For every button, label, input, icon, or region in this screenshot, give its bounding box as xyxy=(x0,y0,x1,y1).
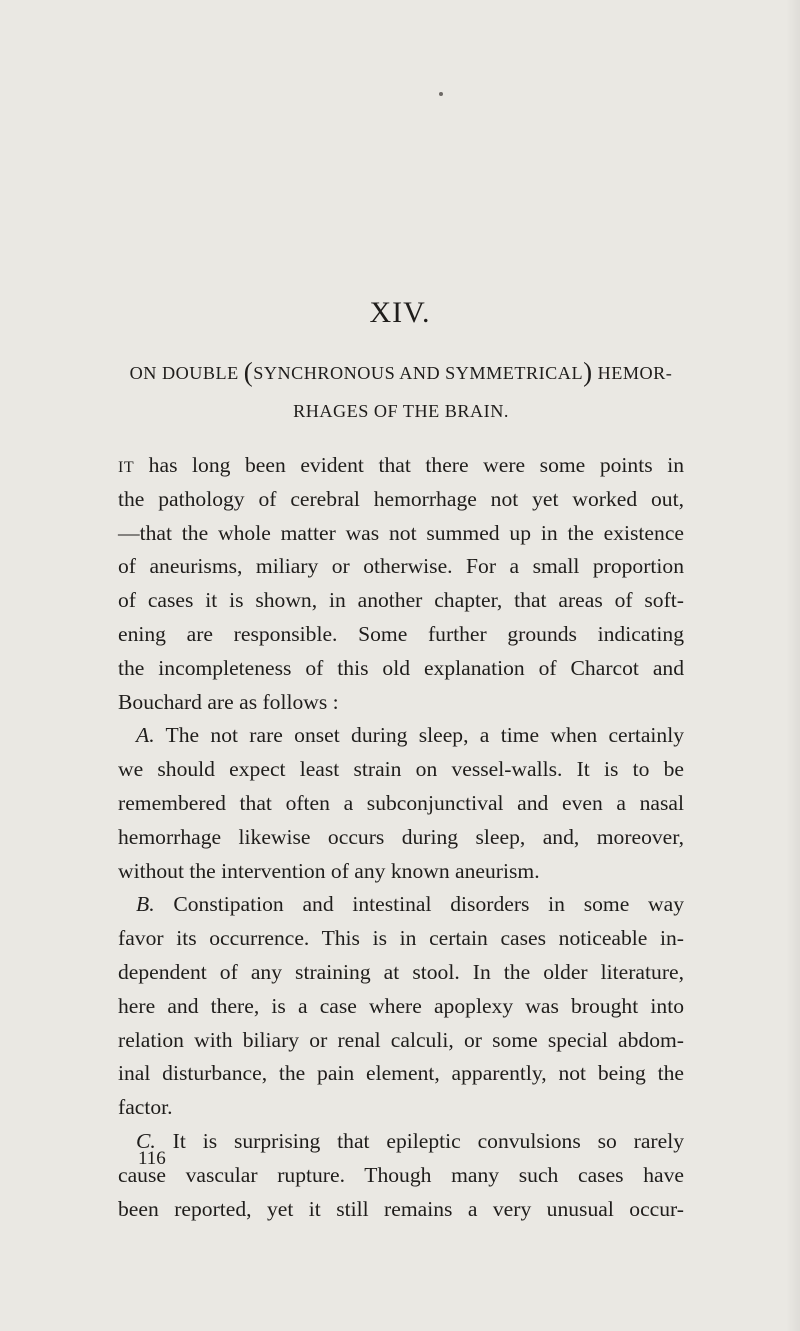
paragraph-label-b: B. xyxy=(136,892,155,917)
text-line: without the intervention of any known aneurism. xyxy=(118,858,540,883)
text-line: —that the whole matter was not summed up in the existence xyxy=(118,520,684,545)
page-number: 116 xyxy=(138,1148,166,1169)
text-line xyxy=(118,888,684,922)
text-line xyxy=(118,1125,684,1159)
chapter-title-part-2: HEMOR- xyxy=(592,363,673,383)
text-line: relation with biliary or renal calculi, or some special abdom- xyxy=(118,1027,684,1052)
paragraph-label-a: A. xyxy=(136,723,155,748)
text-line: Bouchard are as follows : xyxy=(118,689,339,714)
text-line xyxy=(118,449,684,483)
text-line: cause vascular rupture. Though many such cases have xyxy=(118,1162,684,1187)
chapter-number: XIV. xyxy=(369,296,431,329)
text-line: dependent of any straining at stool. In the older literature, xyxy=(118,959,684,984)
text-line: hemorrhage likewise occurs during sleep, and, moreover, xyxy=(118,824,684,849)
paragraph-label-c: C. xyxy=(136,1128,156,1153)
chapter-title-part-1: ON DOUBLE xyxy=(129,363,244,383)
body-text xyxy=(118,449,684,1226)
chapter-title-paren-inner: SYNCHRONOUS AND SYMMETRICAL xyxy=(253,363,584,383)
line-text: Constipation and intestinal disorders in some way xyxy=(154,892,684,917)
text-line: ening are responsible. Some further grounds indicating xyxy=(118,621,684,646)
text-line: the incompleteness of this old explanation of Charcot and xyxy=(118,655,684,680)
text-line: remembered that often a subconjunctival and even a nasal xyxy=(118,790,684,815)
chapter-title-paren-close: ) xyxy=(583,357,593,387)
chapter-title-paren-open: ( xyxy=(243,357,254,387)
text-line: factor. xyxy=(118,1095,173,1120)
text-line: the pathology of cerebral hemorrhage not yet worked out, xyxy=(118,486,684,511)
drop-small-caps: IT xyxy=(118,459,135,476)
line-text: has long been evident that there were some points in xyxy=(134,453,684,477)
line-text: It is surprising that epileptic convulsions so rarely xyxy=(155,1128,684,1153)
text-line: we should expect least strain on vessel-walls. It is to be xyxy=(118,757,684,782)
text-line: favor its occurrence. This is in certain cases noticeable in- xyxy=(118,926,684,951)
text-line: inal disturbance, the pain element, apparently, not being the xyxy=(118,1061,684,1086)
text-line xyxy=(118,719,684,753)
text-line: been reported, yet it still remains a very unusual occur- xyxy=(118,1196,684,1221)
chapter-title-line-1 xyxy=(118,354,684,392)
chapter-title-line-2: RHAGES OF THE BRAIN. xyxy=(293,401,509,421)
paper-speck xyxy=(439,92,443,96)
text-line: of aneurisms, miliary or otherwise. For a small proportion xyxy=(118,554,684,579)
chapter-title xyxy=(118,354,684,430)
text-line: of cases it is shown, in another chapter, that areas of soft- xyxy=(118,588,684,613)
text-line: here and there, is a case where apoplexy was brought into xyxy=(118,993,684,1018)
line-text: The not rare onset during sleep, a time when certainly xyxy=(154,723,684,748)
page-edge-shadow xyxy=(786,0,800,1331)
